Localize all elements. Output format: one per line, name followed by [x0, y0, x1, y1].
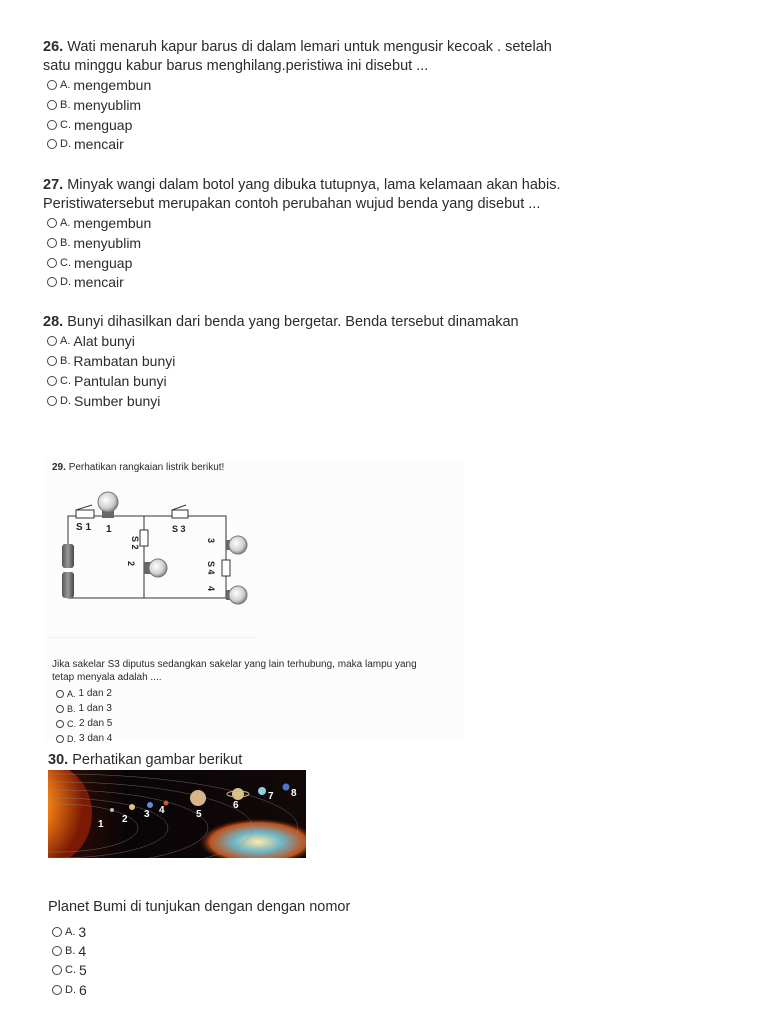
question-text-line: Perhatikan rangkaian listrik berikut!	[68, 462, 225, 473]
option-b[interactable]: B. menyublim	[47, 235, 141, 251]
planet-label-6: 6	[233, 800, 239, 811]
radio-icon[interactable]	[47, 80, 57, 90]
solar-system-image	[48, 770, 306, 858]
question-number: 30.	[48, 752, 69, 768]
planet-jupiter-icon	[190, 790, 206, 806]
planet-saturn-icon	[232, 788, 244, 800]
bulb-3-icon	[229, 536, 247, 554]
option-b[interactable]: B. Rambatan bunyi	[47, 353, 175, 369]
option-c[interactable]: C. menguap	[47, 117, 132, 133]
question-number: 26.	[43, 39, 64, 55]
radio-icon[interactable]	[52, 927, 62, 937]
option-b[interactable]: B. menyublim	[47, 97, 141, 113]
planet-label-5: 5	[196, 809, 202, 820]
question-followup-line: Planet Bumi di tunjukan dengan dengan nomor	[48, 899, 351, 915]
planet-earth-icon	[147, 802, 153, 808]
bulb-2-icon	[149, 559, 167, 577]
option-a[interactable]: A. 3	[52, 924, 86, 940]
question-text-line: Wati menaruh kapur barus di dalam lemari untuk mengusir kecoak . setelah	[67, 39, 552, 55]
option-a[interactable]: A. mengembun	[47, 215, 151, 231]
planet-label-4: 4	[159, 805, 165, 816]
question-text-line: Bunyi dihasilkan dari benda yang bergetar. Benda tersebut dinamakan	[67, 314, 519, 330]
circuit-label-s2: S 2	[130, 536, 140, 550]
radio-icon[interactable]	[52, 985, 62, 995]
switch-s2-icon	[140, 530, 148, 546]
option-b[interactable]: B. 1 dan 3	[56, 703, 112, 714]
planet-uranus-icon	[258, 787, 266, 795]
radio-icon[interactable]	[47, 139, 57, 149]
radio-icon[interactable]	[47, 100, 57, 110]
battery-icon	[62, 572, 74, 598]
option-c[interactable]: C. Pantulan bunyi	[47, 373, 167, 389]
question-number: 27.	[43, 177, 64, 193]
circuit-label-3: 3	[206, 538, 216, 544]
question-text-line: Minyak wangi dalam botol yang dibuka tutupnya, lama kelamaan akan habis.	[67, 177, 561, 193]
radio-icon[interactable]	[47, 396, 57, 406]
planet-label-1: 1	[98, 819, 104, 830]
radio-icon[interactable]	[56, 690, 64, 698]
option-a[interactable]: A. mengembun	[47, 77, 151, 93]
radio-icon[interactable]	[47, 238, 57, 248]
option-c[interactable]: C. 2 dan 5	[56, 718, 112, 729]
battery-icon	[62, 544, 74, 568]
circuit-label-s3: S 3	[172, 524, 186, 534]
option-d[interactable]: D. mencair	[47, 136, 124, 152]
option-d[interactable]: D. mencair	[47, 274, 124, 290]
option-b[interactable]: B. 4	[52, 943, 86, 959]
planet-label-7: 7	[268, 791, 274, 802]
planet-venus-icon	[129, 804, 135, 810]
circuit-label-2: 2	[126, 561, 136, 567]
question-text-line: satu minggu kabur barus menghilang.peristiwa ini disebut ...	[43, 58, 429, 74]
circuit-diagram	[48, 488, 258, 638]
radio-icon[interactable]	[56, 720, 64, 728]
planet-mercury-icon	[110, 808, 114, 812]
radio-icon[interactable]	[52, 946, 62, 956]
planet-neptune-icon	[283, 784, 290, 791]
radio-icon[interactable]	[47, 120, 57, 130]
radio-icon[interactable]	[47, 218, 57, 228]
question-followup-line: Jika sakelar S3 diputus sedangkan sakelar yang lain terhubung, maka lampu yang	[52, 659, 417, 670]
question-number: 29.	[52, 462, 66, 473]
radio-icon[interactable]	[47, 336, 57, 346]
option-c[interactable]: C. menguap	[47, 255, 132, 271]
radio-icon[interactable]	[47, 258, 57, 268]
radio-icon[interactable]	[47, 356, 57, 366]
question-text-line: Perhatikan gambar berikut	[72, 752, 243, 768]
circuit-label-s4: S 4	[206, 561, 216, 575]
switch-s4-icon	[222, 560, 230, 576]
circuit-label-4: 4	[206, 586, 216, 592]
option-c[interactable]: C. 5	[52, 962, 87, 978]
switch-s3-icon	[172, 510, 188, 518]
bulb-4-icon	[229, 586, 247, 604]
question-text-line: Peristiwatersebut merupakan contoh perubahan wujud benda yang disebut ...	[43, 196, 541, 212]
question-followup-line: tetap menyala adalah ....	[52, 672, 162, 683]
planet-label-8: 8	[291, 788, 297, 799]
circuit-label-1: 1	[106, 524, 112, 535]
switch-s1-icon	[76, 510, 94, 518]
planet-label-3: 3	[144, 809, 150, 820]
radio-icon[interactable]	[52, 965, 62, 975]
planet-label-2: 2	[122, 814, 128, 825]
option-d[interactable]: D. 3 dan 4	[56, 733, 112, 744]
option-a[interactable]: A. 1 dan 2	[56, 688, 112, 699]
radio-icon[interactable]	[56, 705, 64, 713]
radio-icon[interactable]	[56, 735, 64, 743]
radio-icon[interactable]	[47, 376, 57, 386]
option-d[interactable]: D. 6	[52, 982, 87, 998]
bulb-1-icon	[98, 492, 118, 512]
option-d[interactable]: D. Sumber bunyi	[47, 393, 160, 409]
circuit-label-s1: S 1	[76, 522, 92, 533]
question-number: 28.	[43, 314, 64, 330]
radio-icon[interactable]	[47, 277, 57, 287]
option-a[interactable]: A. Alat bunyi	[47, 333, 135, 349]
